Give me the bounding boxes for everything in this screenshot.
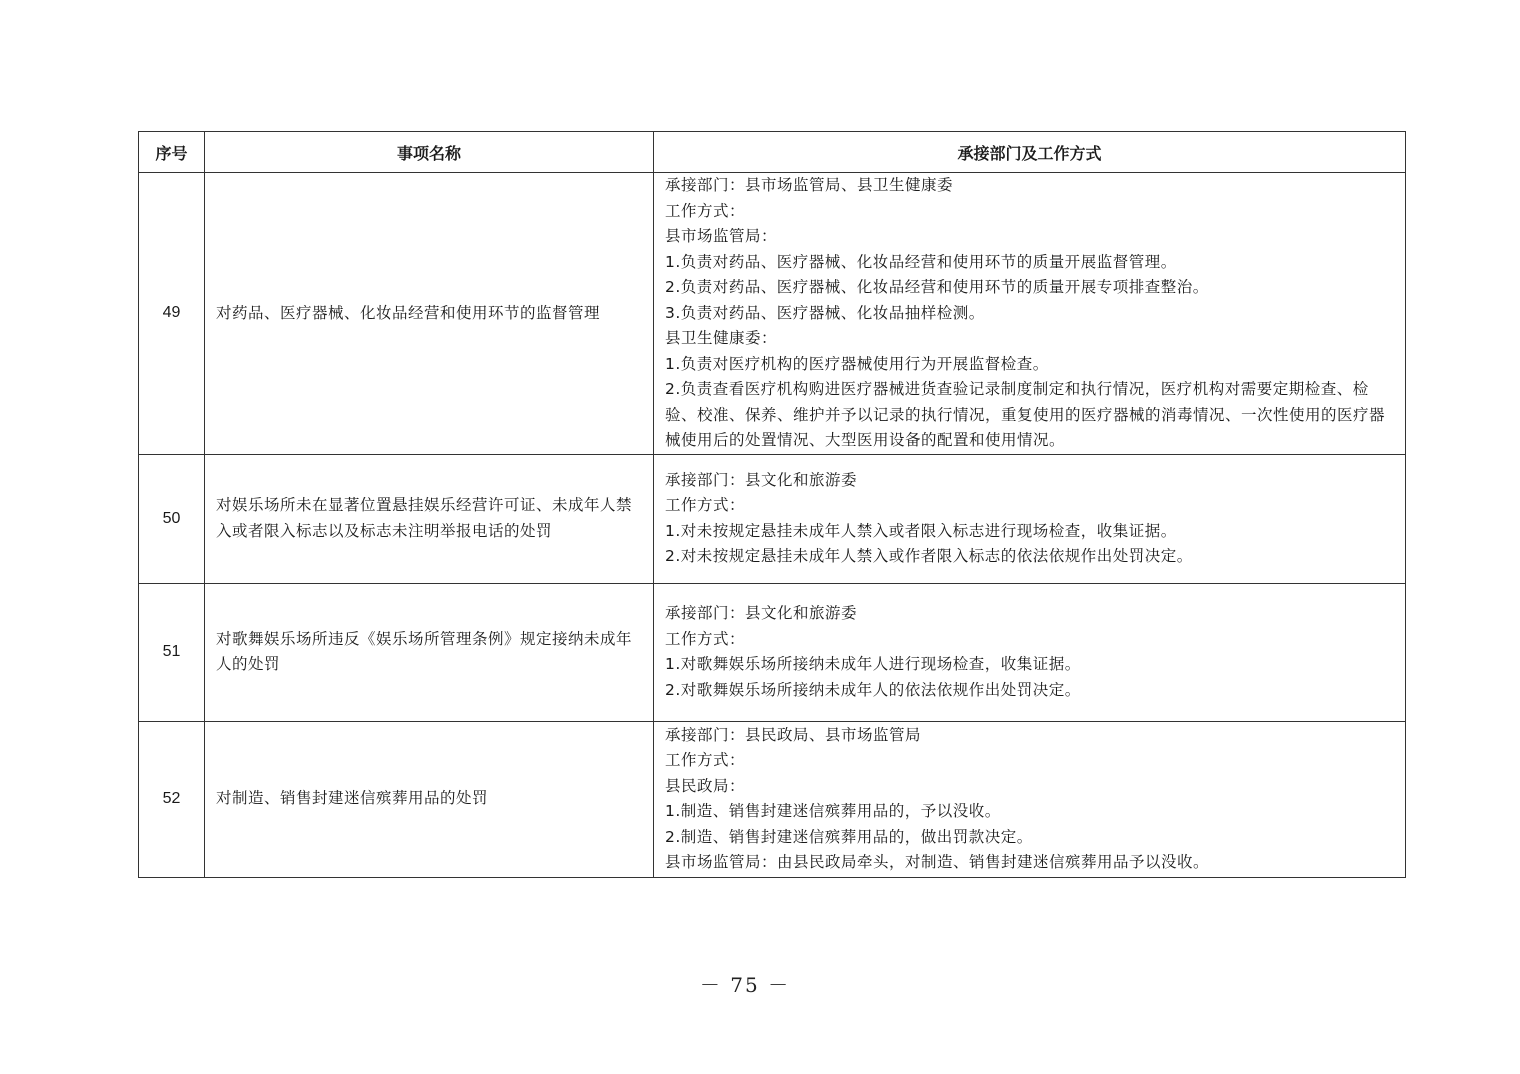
row-department-method <box>654 173 1406 455</box>
row-department-method <box>654 721 1406 877</box>
method-line: 2.负责对药品、医疗器械、化妆品经营和使用环节的质量开展专项排查整治。 <box>665 278 1209 296</box>
method-line: 县市场监管局：由县民政局牵头，对制造、销售封建迷信殡葬用品予以没收。 <box>665 853 1210 871</box>
header-item-name: 事项名称 <box>205 132 654 173</box>
row-department-method <box>654 583 1406 721</box>
method-line: 承接部门：县文化和旅游委 <box>665 604 858 622</box>
header-department-method: 承接部门及工作方式 <box>654 132 1406 173</box>
row-item-name: 对制造、销售封建迷信殡葬用品的处罚 <box>205 721 654 877</box>
table-row <box>139 721 1406 877</box>
table-row <box>139 173 1406 455</box>
method-line: 承接部门：县文化和旅游委 <box>665 470 858 489</box>
method-line: 县市场监管局： <box>665 227 778 245</box>
row-serial-number: 51 <box>139 583 205 721</box>
header-serial-number: 序号 <box>139 132 205 173</box>
row-item-name: 对歌舞娱乐场所违反《娱乐场所管理条例》规定接纳未成年人的处罚 <box>205 583 654 721</box>
page-number: － 75 － <box>699 973 791 997</box>
method-line: 2.负责查看医疗机构购进医疗器械进货查验记录制度制定和执行情况，医疗机构对需要定期检查、检验、校准、保养、维护并予以记录的执行情况，重复使用的医疗器械的消毒情况、一次性使用的医疗器械使用后的处置情况、大型医用设备的配置和使用情况。 <box>665 380 1386 449</box>
row-serial-number: 50 <box>139 454 205 583</box>
row-serial-number: 52 <box>139 721 205 877</box>
method-line: 承接部门：县民政局、县市场监管局 <box>665 725 922 744</box>
method-line: 工作方式： <box>665 496 746 514</box>
row-serial-number: 49 <box>139 173 205 455</box>
method-line: 1.负责对药品、医疗器械、化妆品经营和使用环节的质量开展监督管理。 <box>665 252 1177 271</box>
method-line: 县民政局： <box>665 776 746 795</box>
table-row <box>139 454 1406 583</box>
method-line: 工作方式： <box>665 629 746 648</box>
method-line: 1.对歌舞娱乐场所接纳未成年人进行现场检查，收集证据。 <box>665 655 1081 673</box>
table-row <box>139 583 1406 721</box>
method-line: 工作方式： <box>665 751 746 769</box>
method-line: 1.对未按规定悬挂未成年人禁入或者限入标志进行现场检查，收集证据。 <box>665 521 1177 540</box>
method-line: 1.制造、销售封建迷信殡葬用品的，予以没收。 <box>665 802 1001 820</box>
method-line: 1.负责对医疗机构的医疗器械使用行为开展监督检查。 <box>665 354 1049 373</box>
row-item-name: 对娱乐场所未在显著位置悬挂娱乐经营许可证、未成年人禁入或者限入标志以及标志未注明举报电话的处罚 <box>205 454 654 583</box>
method-line: 3.负责对药品、医疗器械、化妆品抽样检测。 <box>665 303 985 322</box>
method-line: 工作方式： <box>665 201 746 220</box>
table-header-row <box>139 132 1406 173</box>
method-line: 2.对歌舞娱乐场所接纳未成年人的依法依规作出处罚决定。 <box>665 680 1081 699</box>
row-item-name: 对药品、医疗器械、化妆品经营和使用环节的监督管理 <box>205 173 654 455</box>
method-line: 县卫生健康委： <box>665 329 778 347</box>
document-table <box>138 131 1406 878</box>
row-department-method <box>654 454 1406 583</box>
method-line: 承接部门：县市场监管局、县卫生健康委 <box>665 176 954 194</box>
method-line: 2.制造、销售封建迷信殡葬用品的，做出罚款决定。 <box>665 827 1033 846</box>
method-line: 2.对未按规定悬挂未成年人禁入或作者限入标志的依法依规作出处罚决定。 <box>665 547 1193 565</box>
